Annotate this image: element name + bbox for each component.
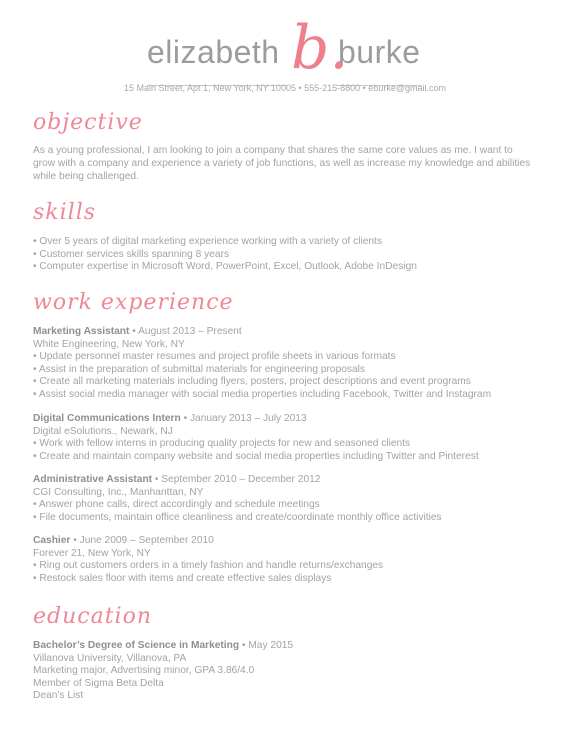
- education-entry: [33, 640, 543, 703]
- monogram: b.: [291, 13, 349, 83]
- degree-date: • May 2015: [239, 640, 294, 651]
- job-title: Cashier: [33, 535, 71, 546]
- education-header: [33, 640, 543, 653]
- job-bullet: • Ring out customers orders in a timely fashion and handle returns/exchanges: [33, 560, 543, 573]
- skills-list: [33, 236, 543, 274]
- job-title: Marketing Assistant: [33, 326, 130, 337]
- job-header: [33, 474, 543, 487]
- job-dates: • September 2010 – December 2012: [152, 474, 321, 485]
- job-header: [33, 535, 543, 548]
- job-dates: • August 2013 – Present: [129, 326, 242, 337]
- job-bullets: [33, 499, 543, 524]
- last-name: burke: [338, 34, 421, 70]
- education-line: Marketing major, Advertising minor, GPA 3.86/4.0: [33, 665, 255, 676]
- job-entry: [33, 474, 543, 524]
- job-dates: • June 2009 – September 2010: [70, 535, 214, 546]
- job-entry: [33, 326, 543, 401]
- job-bullet: • Assist social media manager with social media properties including Facebook, Twitter and Instagram: [33, 389, 543, 402]
- job-title: Digital Communications Intern: [33, 413, 181, 424]
- job-company: White Engineering, New York, NY: [33, 338, 185, 350]
- degree-title: Bachelor’s Degree of Science in Marketing: [33, 640, 240, 651]
- objective-text: As a young professional, I am looking to join a company that shares the same core values as me. I want to grow with a company and experience a variety of job functions, as well as increase my knowledge and abilities while being challenged.: [33, 145, 531, 182]
- job-company: Digital eSolutions., Newark, NJ: [33, 425, 173, 437]
- job-bullet: • Answer phone calls, direct accordingly and schedule meetings: [33, 499, 543, 512]
- job-dates: • January 2013 – July 2013: [180, 413, 307, 424]
- job-company: Forever 21, New York, NY: [33, 547, 151, 559]
- skills-heading: skills: [33, 200, 97, 225]
- contact-info: 15 Main Street, Apt 1, New York, NY 10005 • 555-215-8800 • eburke@gmail.com: [124, 83, 446, 93]
- resume-header: [0, 13, 570, 83]
- skill-item: • Customer services skills spanning 8 years: [33, 249, 543, 262]
- objective-heading: objective: [33, 110, 143, 135]
- job-bullet: • Restock sales floor with items and create effective sales displays: [33, 573, 543, 586]
- job-title: Administrative Assistant: [33, 474, 153, 485]
- job-bullets: [33, 560, 543, 585]
- job-bullet: • Work with fellow interns in producing quality projects for new and seasoned clients: [33, 438, 543, 451]
- job-bullet: • File documents, maintain office cleanliness and create/coordinate monthly office activities: [33, 512, 543, 525]
- education-line: Member of Sigma Beta Delta: [33, 677, 164, 689]
- education-line: Dean’s List: [33, 690, 84, 701]
- job-header: [33, 413, 543, 426]
- job-bullet: • Create all marketing materials including flyers, posters, project descriptions and event programs: [33, 376, 543, 389]
- job-bullets: [33, 438, 543, 463]
- job-company: CGI Consulting, Inc., Manhanttan, NY: [33, 486, 204, 498]
- job-bullet: • Update personnel master resumes and project profile sheets in various formats: [33, 351, 543, 364]
- job-bullets: [33, 351, 543, 401]
- work-experience-heading: work experience: [33, 290, 234, 315]
- job-entry: [33, 535, 543, 585]
- education-heading: education: [33, 604, 152, 629]
- skill-item: • Computer expertise in Microsoft Word, PowerPoint, Excel, Outlook, Adobe InDesign: [33, 261, 543, 274]
- job-bullet: • Create and maintain company website and social media properties including Twitter and Pinterest: [33, 451, 543, 464]
- job-entry: [33, 413, 543, 463]
- job-header: [33, 326, 543, 339]
- skill-item: • Over 5 years of digital marketing experience working with a variety of clients: [33, 236, 543, 249]
- education-line: Villanova University, Villanova, PA: [33, 652, 187, 664]
- first-name: elizabeth: [147, 34, 280, 70]
- job-bullet: • Assist in the preparation of submittal materials for engineering proposals: [33, 364, 543, 377]
